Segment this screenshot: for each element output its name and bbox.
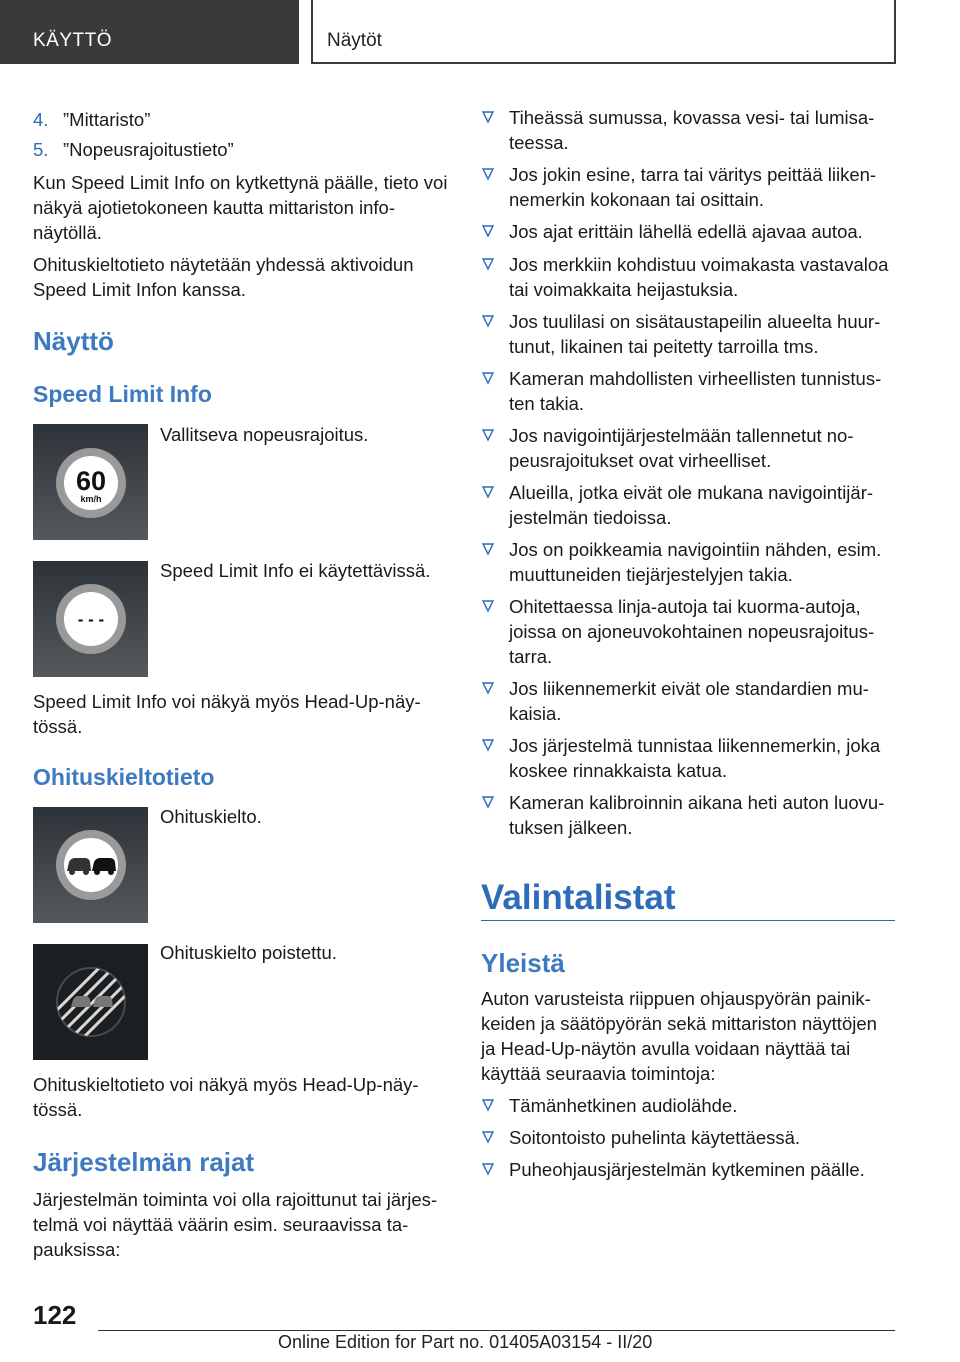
paragraph: Järjestelmän toiminta voi olla rajoittunut tai järjestelmä voi näyttää väärin esim. seuraavissa tapauksissa: — [33, 1189, 438, 1260]
bullet-triangle-icon — [481, 312, 495, 330]
page-header — [0, 0, 960, 66]
paragraph: Speed Limit Info voi näkyä myös Head-Up-näytössä. — [33, 691, 421, 737]
paragraph: Ohituskieltotieto näytetään yhdessä aktivoidun Speed Limit Infon kanssa. — [33, 254, 414, 300]
heading-jarjestelman-rajat: Järjestelmän rajat — [33, 1147, 255, 1177]
bullet-triangle-icon — [481, 369, 495, 387]
bullet-triangle-icon — [481, 426, 495, 444]
list-item: 4. ”Mittaristo” — [33, 109, 151, 130]
speed-value: 60 — [75, 466, 107, 496]
caption: Speed Limit Info ei käytettävissä. — [160, 560, 431, 581]
bullet-triangle-icon — [481, 222, 495, 240]
end-no-overtaking-icon — [33, 944, 148, 1060]
footer-rule — [98, 1330, 895, 1331]
paragraph: Kun Speed Limit Info on kytkettynä päälle, tieto voi näkyä ajotietokoneen kautta mittariston infonäytöllä. — [33, 172, 448, 243]
caption: Ohituskielto. — [160, 806, 262, 827]
paragraph: Ohituskieltotieto voi näkyä myös Head-Up-näytössä. — [33, 1074, 419, 1120]
section-tab — [0, 0, 299, 64]
heading-speed-limit-info: Speed Limit Info — [33, 381, 212, 407]
bullet-triangle-icon — [481, 1096, 495, 1114]
bullet-triangle-icon — [481, 597, 495, 615]
footer-edition: Online Edition for Part no. 01405A03154 - II/20 — [278, 1332, 653, 1352]
bullet-triangle-icon — [481, 1160, 495, 1178]
heading-valintalistat: Valintalistat — [481, 878, 676, 917]
no-overtaking-icon — [33, 807, 148, 923]
heading-rule — [481, 920, 895, 921]
dashes-label: - - - — [77, 610, 105, 629]
list-item: 5. ”Nopeusrajoitustieto” — [33, 139, 234, 160]
bullet-triangle-icon — [481, 736, 495, 754]
bullet-triangle-icon — [481, 793, 495, 811]
speed-limit-unavailable-icon — [33, 561, 148, 677]
bullet-triangle-icon — [481, 483, 495, 501]
heading-ohituskieltotieto: Ohituskieltotieto — [33, 764, 215, 790]
bullet-triangle-icon — [481, 540, 495, 558]
caption: Ohituskielto poistettu. — [160, 942, 337, 963]
heading-yleista: Yleistä — [481, 948, 565, 978]
speed-limit-60-icon — [33, 424, 148, 540]
section-label: KÄYTTÖ — [33, 30, 113, 51]
speed-unit: km/h — [80, 494, 102, 504]
heading-naytto: Näyttö — [33, 326, 114, 356]
bullet-triangle-icon — [481, 108, 495, 126]
paragraph: Auton varusteista riippuen ohjauspyörän painikkeiden ja säätöpyörän sekä mittariston näyttöjen ja Head-Up-näytön avulla voidaan näyttää tai käyttää seuraavia toimintoja: — [481, 988, 877, 1084]
bullet-triangle-icon — [481, 679, 495, 697]
bullet-triangle-icon — [481, 255, 495, 273]
bullet-triangle-icon — [481, 165, 495, 183]
caption: Vallitseva nopeusrajoitus. — [160, 424, 369, 445]
topic-tab — [311, 0, 896, 64]
bullet-triangle-icon — [481, 1128, 495, 1146]
topic-label: Näytöt — [327, 30, 382, 51]
page-number: 122 — [33, 1300, 77, 1330]
